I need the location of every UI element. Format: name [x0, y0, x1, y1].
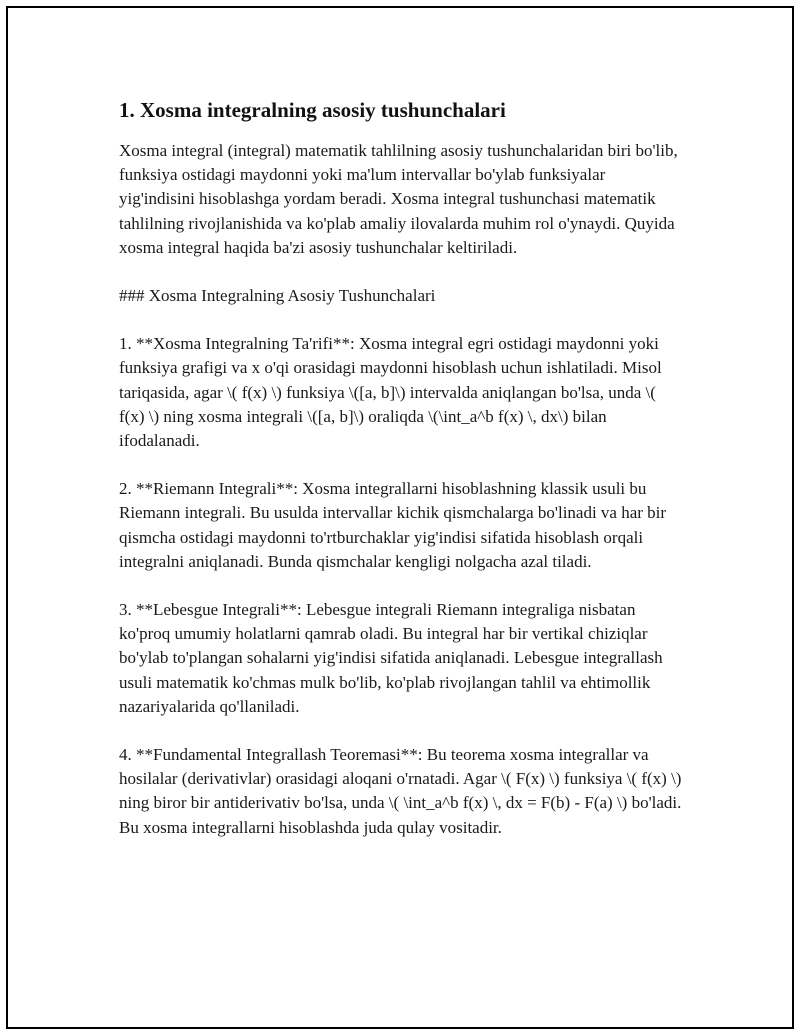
- document-content: [119, 96, 685, 864]
- section-heading-paragraph: ### Xosma Integralning Asosiy Tushunchalari: [119, 286, 436, 306]
- intro-paragraph: Xosma integral (integral) matematik tahlilning asosiy tushunchalaridan biri bo'lib, funksiya ostidagi maydonni yoki ma'lum intervallar bo'ylab funksiyalar yig'indisini hisoblashga yordam beradi. Xosma integral tushunchasi matematik tahlilning rivojlanishida va ko'plab amaliy ilovalarda muhim rol o'ynaydi. Quyida xosma integral haqida ba'zi asosiy tushunchalar keltiriladi.: [119, 141, 678, 257]
- fundamental-theorem-paragraph: 4. **Fundamental Integrallash Teoremasi**: Bu teorema xosma integrallar va hosilalar (derivativlar) orasidagi aloqani o'rnatadi. Agar \( F(x) \) funksiya \( f(x) \) ning biror bir antiderivativ bo'lsa, unda \( \int_a^b f(x) \, dx = F(b) - F(a) \) bo'ladi. Bu xosma integrallarni hisoblashda juda qulay vositadir.: [119, 745, 682, 837]
- riemann-paragraph: 2. **Riemann Integrali**: Xosma integrallarni hisoblashning klassik usuli bu Riemann integrali. Bu usulda intervallar kichik qismchalarga bo'linadi va har bir qismcha ostidagi maydonni to'rtburchaklar yig'indisi sifatida hisoblash orqali integralni aniqlanadi. Bunda qismchalar kengligi nolgacha azal tiladi.: [119, 479, 667, 571]
- document-page: [6, 6, 794, 1029]
- definition-paragraph: 1. **Xosma Integralning Ta'rifi**: Xosma integral egri ostidagi maydonni yoki funksiya grafigi va x o'qi orasidagi maydonni hisoblash uchun ishlatiladi. Misol tariqasida, agar \( f(x) \) funksiya \([a, b]\) intervalda aniqlangan bo'lsa, unda \( f(x) \) ning xosma integrali \([a, b]\) oraliqda \(\int_a^b f(x) \, dx\) bilan ifodalanadi.: [119, 334, 662, 451]
- lebesgue-paragraph: 3. **Lebesgue Integrali**: Lebesgue integrali Riemann integraliga nisbatan ko'proq umumiy holatlarni qamrab oladi. Bu integral har bir vertikal chiziqlar bo'ylab to'plangan sohalarni yig'indisi sifatida aniqlanadi. Lebesgue integrallash usuli matematik ko'chmas mulk bo'lib, ko'plab rivojlangan tahlil va ehtimollik nazariyalarida qo'llaniladi.: [119, 600, 663, 716]
- document-title: 1. Xosma integralning asosiy tushunchalari: [119, 98, 506, 122]
